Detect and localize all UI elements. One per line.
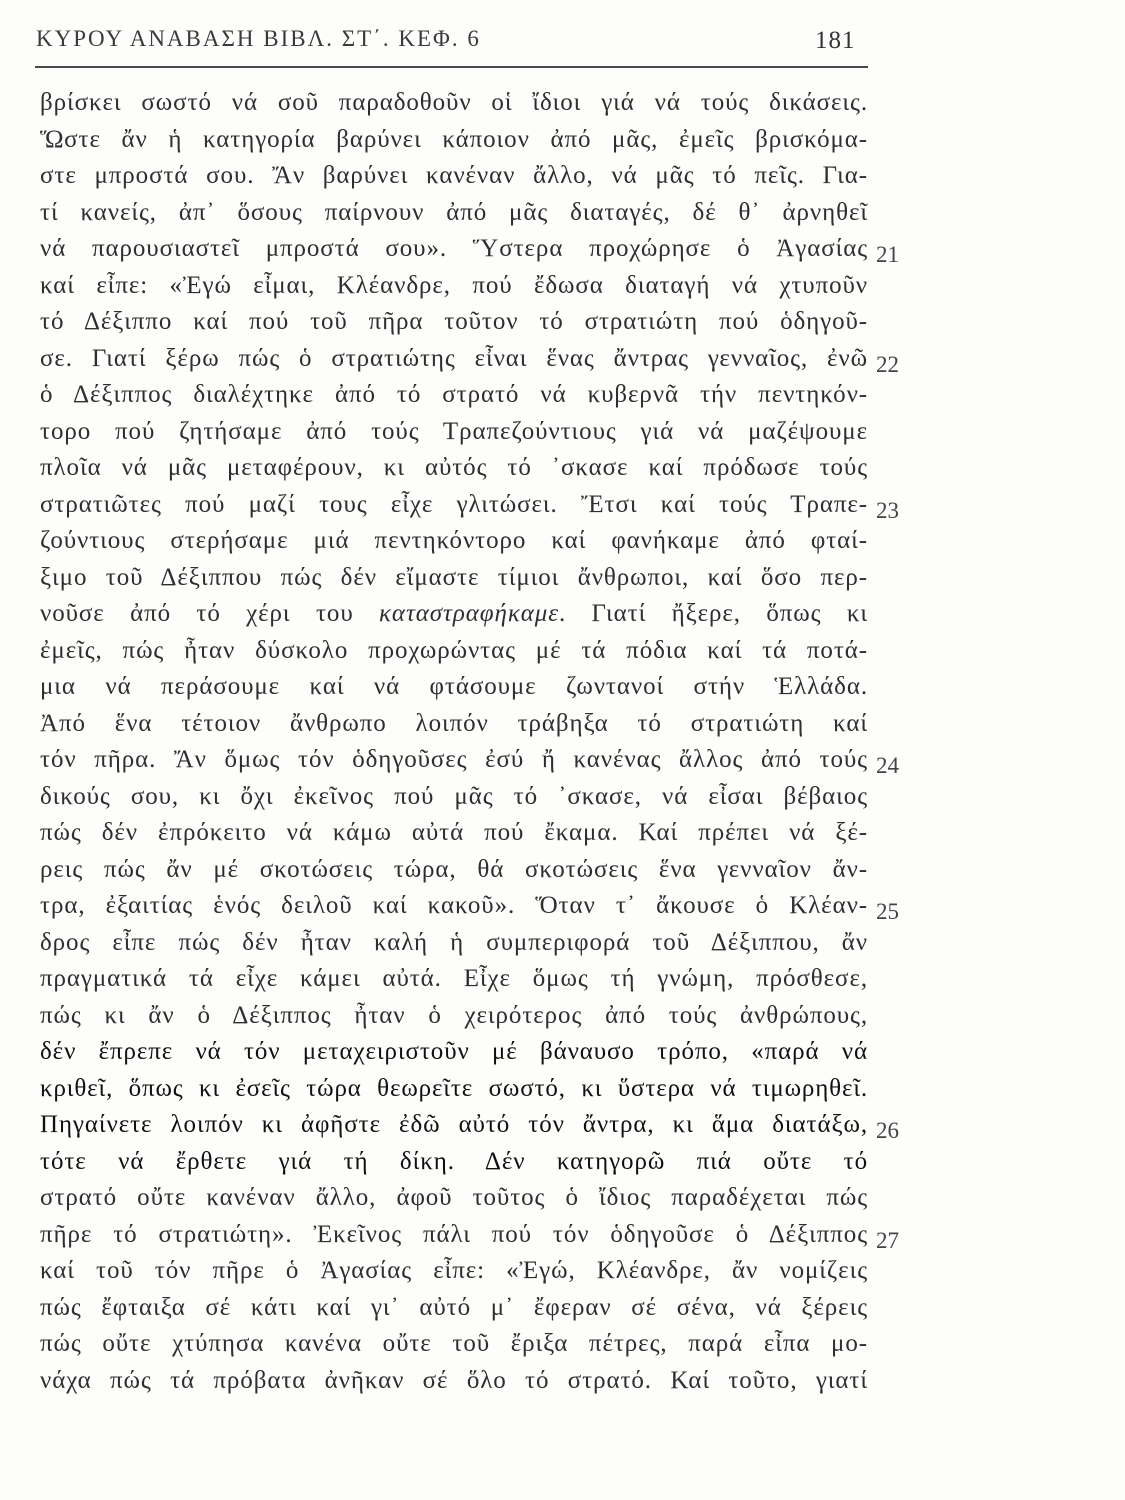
- line-text: τρα, ἐξαιτίας ἑνός δειλοῦ καί κακοῦ». Ὅταν τ᾿ ἄκουσε ὁ Κλέαν-: [40, 892, 868, 919]
- text-line: [40, 706, 868, 743]
- text-line: [40, 1217, 899, 1254]
- line-text: στρατό οὔτε κανέναν ἄλλο, ἀφοῦ τοῦτος ὁ ἴδιος παραδέχεται πώς: [40, 1184, 868, 1211]
- text-line: [40, 1144, 868, 1181]
- line-text: καί τοῦ τόν πῆρε ὁ Ἀγασίας εἶπε: «Ἐγώ, Κλέανδρε, ἄν νομίζεις: [40, 1257, 868, 1284]
- running-head: ΚΥΡΟΥ ΑΝΑΒΑΣΗ ΒΙΒΛ. ΣΤ΄. ΚΕΦ. 6: [36, 26, 481, 51]
- text-line: [40, 925, 868, 962]
- text-line: [40, 1326, 868, 1363]
- line-text: Ἀπό ἕνα τέτοιον ἄνθρωπο λοιπόν τράβηξα τό στρατιώτη καί: [40, 709, 868, 737]
- line-text: ξιμο τοῦ Δέξιππου πώς δέν εἴμαστε τίμιοι ἄνθρωποι, καί ὅσο περ-: [40, 563, 868, 591]
- text-line: [40, 815, 868, 852]
- text-line: [40, 998, 868, 1035]
- line-text: νά παρουσιαστεῖ μπροστά σου». Ὕστερα προχώρησε ὁ Ἀγασίας: [40, 235, 868, 262]
- text-line: [40, 888, 899, 925]
- body-text: [40, 85, 899, 1399]
- text-line: [40, 961, 868, 998]
- line-text: πλοῖα νά μᾶς μεταφέρουν, κι αὐτός τό ᾿σκασε καί πρόδωσε τούς: [40, 454, 868, 481]
- text-line: [40, 1107, 899, 1144]
- text-line: [40, 852, 868, 889]
- line-text: καί εἶπε: «Ἐγώ εἶμαι, Κλέανδρε, πού ἔδωσα διαταγή νά χτυποῦν: [40, 271, 868, 299]
- section-number: 22: [876, 351, 899, 377]
- emphasis-text: καταστραφήκαμε: [379, 600, 559, 627]
- line-text: τί κανείς, ἀπ᾿ ὅσους παίρνουν ἀπό μᾶς διαταγές, δέ θ᾿ ἀρνηθεῖ: [40, 198, 868, 226]
- text-line: [40, 742, 899, 779]
- line-text: ἐμεῖς, πώς ἦταν δύσκολο προχωρώντας μέ τά πόδια καί τά ποτά-: [40, 636, 868, 664]
- line-text: νάχα πώς τά πρόβατα ἀνῆκαν σέ ὅλο τό στρατό. Καί τοῦτο, γιατί: [40, 1366, 868, 1394]
- section-number: 23: [876, 497, 899, 523]
- text-line: [40, 523, 868, 560]
- line-text: στε μπροστά σου. Ἄν βαρύνει κανέναν ἄλλο, νά μᾶς τό πεῖς. Για-: [40, 162, 868, 189]
- line-text: πώς ἔφταιξα σέ κάτι καί γι᾿ αὐτό μ᾿ ἔφεραν σέ σένα, νά ξέρεις: [40, 1293, 868, 1321]
- text-line: [40, 1071, 868, 1108]
- line-text: πῆρε τό στρατιώτη». Ἐκεῖνος πάλι πού τόν ὁδηγοῦσε ὁ Δέξιππος: [40, 1220, 868, 1248]
- line-text: στρατιῶτες πού μαζί τους εἶχε γλιτώσει. Ἔτσι καί τούς Τραπε-: [40, 490, 868, 518]
- line-text: πώς κι ἄν ὁ Δέξιππος ἦταν ὁ χειρότερος ἀπό τούς ἀνθρώπους,: [40, 1001, 868, 1029]
- section-number: 24: [876, 753, 899, 778]
- line-text: τό Δέξιππο καί πού τοῦ πῆρα τοῦτον τό στρατιώτη πού ὁδηγοῦ-: [40, 308, 868, 335]
- line-text: δρος εἶπε πώς δέν ἦταν καλή ἡ συμπεριφορά τοῦ Δέξιππου, ἄν: [40, 928, 868, 956]
- section-number: 26: [876, 1118, 899, 1143]
- line-text: μια νά περάσουμε καί νά φτάσουμε ζωντανοί στήν Ἑλλάδα.: [40, 673, 868, 700]
- text-line: [40, 268, 868, 305]
- section-number: 21: [876, 242, 899, 267]
- line-text: τόν πῆρα. Ἄν ὅμως τόν ὁδηγοῦσες ἐσύ ἤ κανένας ἄλλος ἀπό τούς: [40, 746, 868, 773]
- line-text: ζούντιους στερήσαμε μιά πεντηκόντορο καί φανήκαμε ἀπό φταί-: [40, 527, 868, 554]
- text-line: [40, 414, 868, 451]
- text-line: [40, 85, 868, 122]
- section-number: 25: [876, 899, 899, 924]
- line-segment: νοῦσε ἀπό τό χέρι του: [40, 600, 380, 627]
- text-line: [40, 304, 868, 341]
- line-text: κριθεῖ, ὅπως κι ἐσεῖς τώρα θεωρεῖτε σωστό, κι ὕστερα νά τιμωρηθεῖ.: [40, 1074, 868, 1102]
- line-text: [40, 596, 868, 633]
- text-line: [40, 450, 868, 487]
- header-rule: [35, 66, 868, 68]
- text-line: [40, 1363, 868, 1400]
- text-line: [40, 341, 899, 378]
- text-line: [40, 1290, 868, 1327]
- line-text: ὁ Δέξιππος διαλέχτηκε ἀπό τό στρατό νά κυβερνᾶ τήν πεντηκόν-: [40, 381, 868, 408]
- line-text: πώς δέν ἐπρόκειτο νά κάμω αὐτά πού ἔκαμα. Καί πρέπει νά ξέ-: [40, 819, 868, 846]
- line-text: δέν ἔπρεπε νά τόν μεταχειριστοῦν μέ βάναυσο τρόπο, «παρά νά: [40, 1038, 868, 1065]
- line-text: σε. Γιατί ξέρω πώς ὁ στρατιώτης εἶναι ἕνας ἄντρας γενναῖος, ἐνῶ: [40, 344, 868, 372]
- line-text: πραγματικά τά εἶχε κάμει αὐτά. Εἶχε ὅμως τή γνώμη, πρόσθεσε,: [40, 965, 868, 992]
- text-line: [40, 487, 899, 524]
- text-line: [40, 377, 868, 414]
- text-line: [40, 596, 868, 633]
- line-text: τορο πού ζητήσαμε ἀπό τούς Τραπεζούντιους γιά νά μαζέψουμε: [40, 417, 868, 445]
- text-line: [40, 231, 899, 268]
- page-number: 181: [815, 27, 856, 54]
- line-text: Πηγαίνετε λοιπόν κι ἀφῆστε ἐδῶ αὐτό τόν ἄντρα, κι ἅμα διατάξω,: [40, 1111, 868, 1138]
- text-line: [40, 633, 868, 670]
- line-text: ρεις πώς ἄν μέ σκοτώσεις τώρα, θά σκοτώσεις ἕνα γενναῖον ἄν-: [40, 855, 868, 883]
- line-text: δικούς σου, κι ὄχι ἐκεῖνος πού μᾶς τό ᾿σκασε, νά εἶσαι βέβαιος: [40, 782, 868, 810]
- text-line: [40, 122, 868, 159]
- text-line: [40, 1253, 868, 1290]
- text-line: [40, 1034, 868, 1071]
- text-line: [40, 195, 868, 232]
- line-text: τότε νά ἔρθετε γιά τή δίκη. Δέν κατηγορῶ πιά οὔτε τό: [40, 1147, 868, 1175]
- line-text: πώς οὔτε χτύπησα κανένα οὔτε τοῦ ἔριξα πέτρες, παρά εἶπα μο-: [40, 1330, 868, 1357]
- line-segment: . Γιατί ἤξερε, ὅπως κι: [558, 600, 868, 627]
- line-text: Ὥστε ἄν ἡ κατηγορία βαρύνει κάποιον ἀπό μᾶς, ἐμεῖς βρισκόμα-: [40, 125, 868, 153]
- text-line: [40, 1180, 868, 1217]
- section-number: 27: [876, 1227, 899, 1253]
- text-line: [40, 779, 868, 816]
- line-text: βρίσκει σωστό νά σοῦ παραδοθοῦν οἱ ἴδιοι γιά νά τούς δικάσεις.: [40, 89, 868, 116]
- text-line: [40, 560, 868, 597]
- text-line: [40, 669, 868, 706]
- text-line: [40, 158, 868, 195]
